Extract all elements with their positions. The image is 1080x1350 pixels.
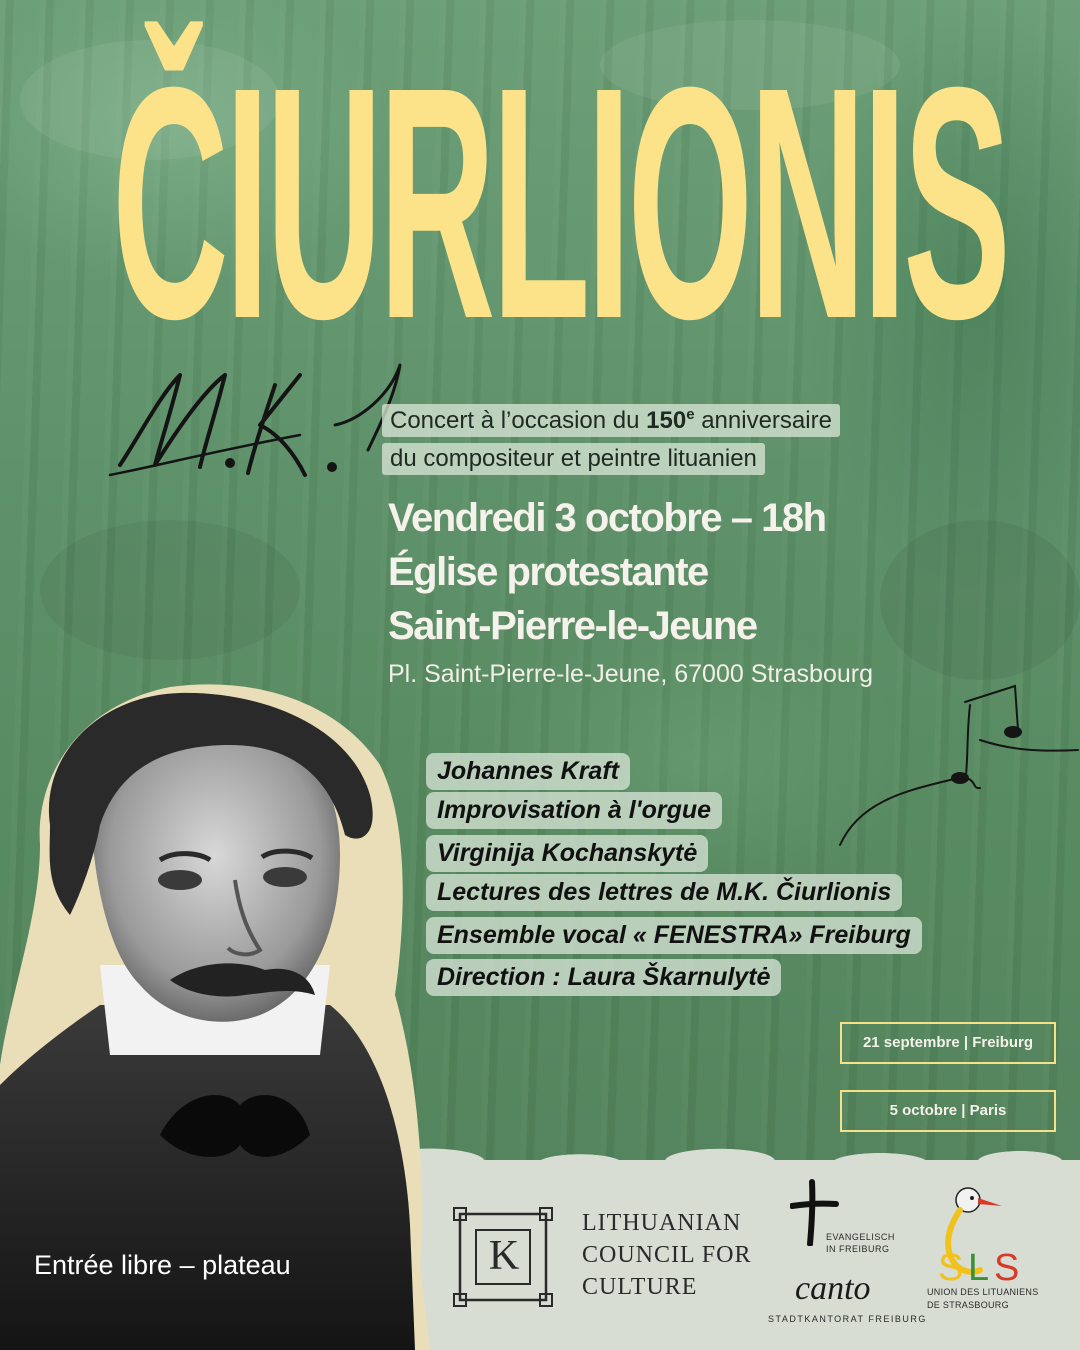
lcc-name-line: LITHUANIAN <box>582 1210 742 1236</box>
sls-name-line: UNION DES LITUANIENS <box>927 1287 1039 1297</box>
subtitle-line-2: du compositeur et peintre lituanien <box>382 443 765 475</box>
svg-text:S: S <box>994 1247 1020 1285</box>
free-entry-text: Entrée libre – plateau <box>34 1250 291 1280</box>
performer-line: Lectures des lettres de M.K. Čiurlionis <box>426 874 902 911</box>
performer-line: Johannes Kraft <box>426 753 630 790</box>
main-title: ČIURLIONIS <box>112 18 1008 387</box>
performer-line: Ensemble vocal « FENESTRA» Freiburg <box>426 917 922 954</box>
composer-portrait <box>0 665 430 1350</box>
performer-line: Improvisation à l'orgue <box>426 792 722 829</box>
other-date-freiburg: 21 septembre | Freiburg <box>840 1022 1056 1064</box>
subtitle-text: Concert à l’occasion du <box>390 407 647 434</box>
evangelisch-text: EVANGELISCH <box>826 1232 895 1242</box>
initials-signature <box>100 355 420 505</box>
paint-stroke <box>880 520 1080 680</box>
anniversary-number: 150 <box>646 407 687 434</box>
anniversary-superscript: e <box>686 406 695 423</box>
other-date-paris: 5 octobre | Paris <box>840 1090 1056 1132</box>
subtitle-text: anniversaire <box>694 407 832 434</box>
performer-line: Direction : Laura Škarnulytė <box>426 959 781 996</box>
venue-line-1: Église protestante <box>388 550 708 594</box>
evangelisch-text: IN FREIBURG <box>826 1244 890 1254</box>
subtitle-line-1 <box>382 404 840 437</box>
lcc-name-line: COUNCIL FOR <box>582 1242 752 1268</box>
svg-text:L: L <box>968 1247 990 1285</box>
venue-line-2: Saint-Pierre-le-Jeune <box>388 604 757 648</box>
venue-address: Pl. Saint-Pierre-le-Jeune, 67000 Strasbourg <box>388 660 873 688</box>
paint-stroke <box>40 520 300 660</box>
lcc-name-line: CULTURE <box>582 1274 698 1300</box>
canto-logo-text: canto <box>795 1270 871 1307</box>
music-note-doodle-icon <box>830 680 1080 860</box>
canto-subtitle: STADTKANTORAT FREIBURG <box>768 1314 927 1324</box>
performer-line: Virginija Kochanskytė <box>426 835 708 872</box>
sls-name-line: DE STRASBOURG <box>927 1300 1009 1310</box>
svg-text:S: S <box>938 1247 964 1285</box>
event-datetime: Vendredi 3 octobre – 18h <box>388 496 826 540</box>
lcc-logo-letter: K <box>488 1233 520 1279</box>
stork-icon <box>930 1180 1040 1285</box>
